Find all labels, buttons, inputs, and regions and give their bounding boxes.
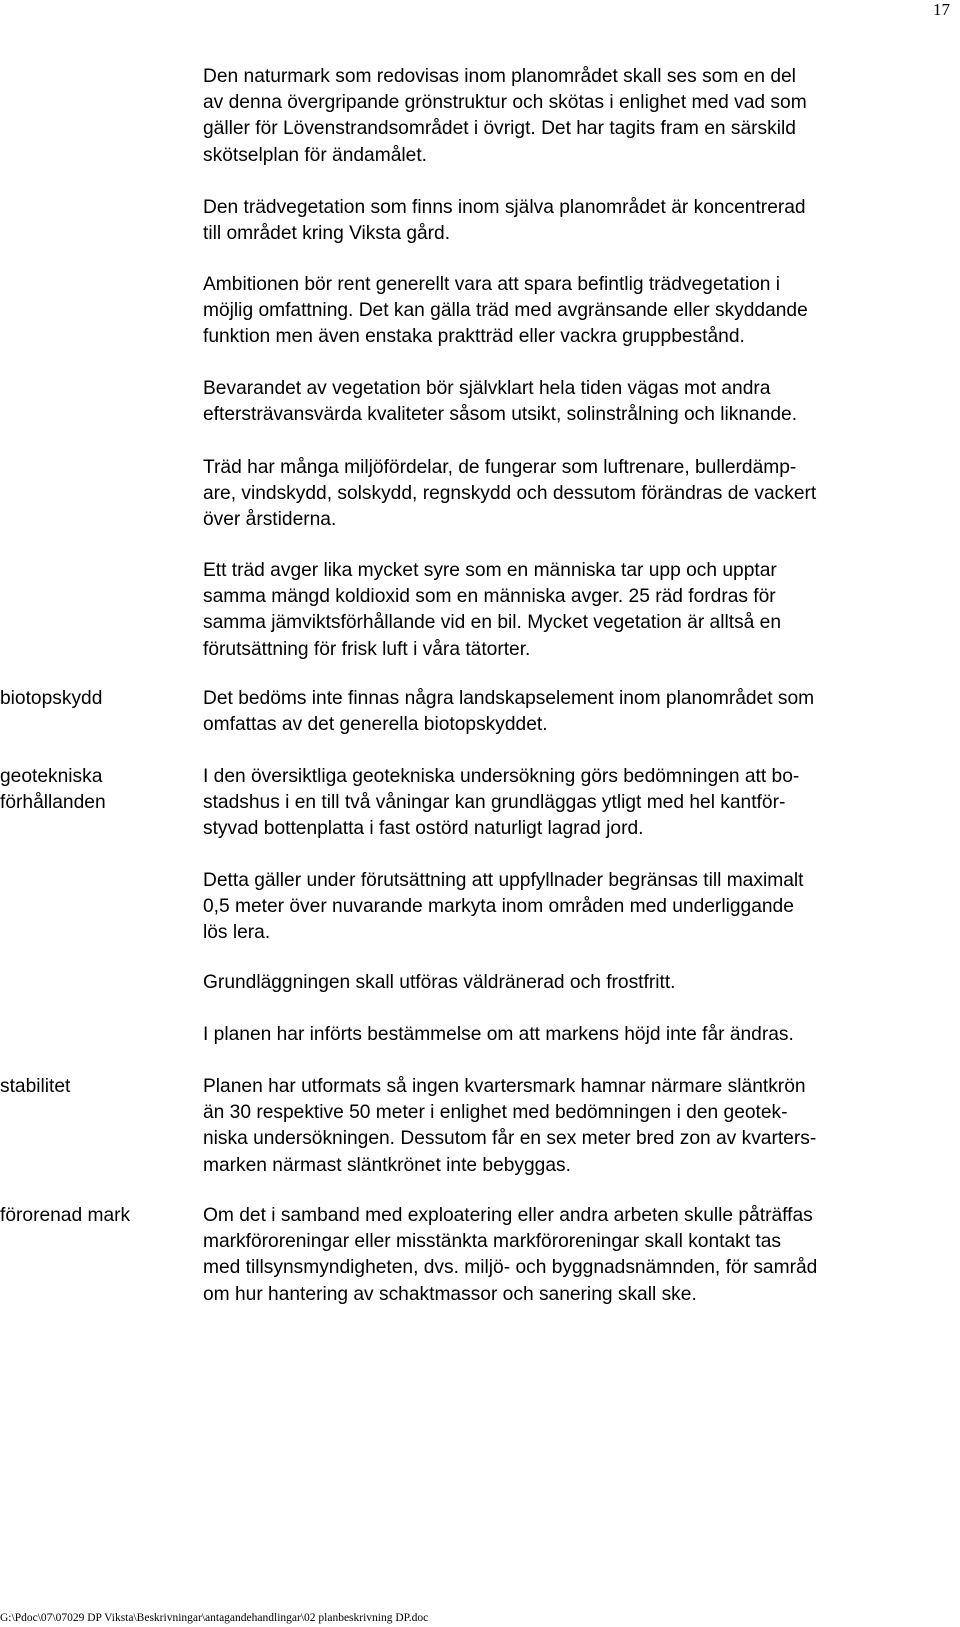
text-line: lös lera. (203, 922, 271, 944)
text-line: Ett träd avger lika mycket syre som en människa tar upp och upptar (203, 560, 777, 581)
text-line: stadshus i en till två våningar kan grundläggas ytligt med hel kantför- (203, 792, 786, 814)
text-line: I den översiktliga geotekniska undersökning görs bedömningen att bo- (203, 766, 800, 787)
page-number: 17 (933, 0, 950, 19)
text-line: samma jämviktsförhållande vid en bil. Mycket vegetation är alltså en (203, 612, 782, 634)
text-line: över årstiderna. (203, 509, 337, 531)
text-line: till området kring Viksta gård. (203, 223, 451, 245)
side-heading-fororenad-mark (0, 1203, 190, 1229)
paragraph-trad-miljofordelar (203, 455, 938, 534)
text-line: markföroreningar eller misstänkta markföroreningar skall kontakt tas (203, 1231, 781, 1253)
text-line: are, vindskydd, solskydd, regnskydd och dessutom förändras de vackert (203, 483, 817, 505)
paragraph-biotopskydd (203, 686, 938, 738)
text-line: Den trädvegetation som finns inom själva planområdet är koncentrerad (203, 197, 806, 218)
text-line: Det bedöms inte finnas några landskapselement inom planområdet som (203, 688, 815, 709)
text-line: I planen har införts bestämmelse om att markens höjd inte får ändras. (203, 1024, 794, 1045)
text-line: funktion men även enstaka praktträd eller vackra gruppbestånd. (203, 326, 745, 348)
paragraph-syre (203, 558, 938, 663)
side-heading-line: förhållanden (0, 792, 106, 814)
text-line: marken närmast släntkrönet inte bebyggas. (203, 1154, 571, 1176)
side-heading-line: förorenad mark (0, 1205, 131, 1226)
text-line: med tillsynsmyndigheten, dvs. miljö- och byggnadsnämnden, för samråd (203, 1257, 818, 1279)
text-line: möjlig omfattning. Det kan gälla träd med avgränsande eller skyddande (203, 300, 808, 322)
paragraph-stabilitet (203, 1074, 938, 1179)
footer-file-path: G:\Pdoc\07\07029 DP Viksta\Beskrivningar\antagandehandlingar\02 planbeskrivning DP.doc (0, 1612, 429, 1624)
text-line: skötselplan för ändamålet. (203, 144, 427, 166)
text-line: än 30 respektive 50 meter i enlighet med bedömningen i den geotek- (203, 1102, 788, 1124)
side-heading-line: stabilitet (0, 1076, 71, 1097)
side-heading-line: biotopskydd (0, 688, 103, 709)
text-line: omfattas av det generella biotopskyddet. (203, 714, 548, 736)
side-heading-biotopskydd (0, 686, 190, 712)
paragraph-naturmark (203, 64, 938, 169)
text-line: eftersträvansvärda kvaliteter såsom utsikt, solinstrålning och liknande. (203, 404, 798, 426)
text-line: 0,5 meter över nuvarande markyta inom områden med underliggande (203, 896, 794, 918)
paragraph-geoteknik (203, 764, 938, 843)
paragraph-fororenad-mark (203, 1203, 938, 1308)
text-line: gäller för Lövenstrandsområdet i övrigt. Det har tagits fram en särskild (203, 118, 796, 140)
text-line: Om det i samband med exploatering eller andra arbeten skulle påträffas (203, 1205, 813, 1226)
text-line: Planen har utformats så ingen kvartersmark hamnar närmare släntkrön (203, 1076, 806, 1097)
paragraph-markens-hojd (203, 1022, 938, 1048)
text-line: om hur hantering av schaktmassor och sanering skall ske. (203, 1283, 697, 1305)
paragraph-uppfyllnader (203, 868, 938, 947)
text-line: Bevarandet av vegetation bör självklart hela tiden vägas mot andra (203, 378, 771, 399)
side-heading-line: geotekniska (0, 766, 103, 787)
text-line: styvad bottenplatta i fast ostörd naturligt lagrad jord. (203, 818, 644, 840)
side-heading-geotekniska-forhallanden (0, 764, 190, 816)
paragraph-ambitionen (203, 272, 938, 351)
text-line: Grundläggningen skall utföras väldränerad och frostfritt. (203, 972, 676, 993)
text-line: Detta gäller under förutsättning att uppfyllnader begränsas till maximalt (203, 870, 804, 891)
text-line: samma mängd koldioxid som en människa avger. 25 räd fordras för (203, 586, 776, 608)
paragraph-tradvegetation (203, 195, 938, 247)
side-heading-stabilitet (0, 1074, 190, 1100)
text-line: av denna övergripande grönstruktur och skötas i enlighet med vad som (203, 92, 807, 114)
paragraph-grundlaggning (203, 970, 938, 996)
paragraph-bevarandet (203, 376, 938, 428)
text-line: Träd har många miljöfördelar, de fungerar som luftrenare, bullerdämp- (203, 457, 797, 478)
text-line: förutsättning för frisk luft i våra tätorter. (203, 638, 531, 660)
text-line: Ambitionen bör rent generellt vara att spara befintlig trädvegetation i (203, 274, 781, 295)
text-line: niska undersökningen. Dessutom får en sex meter bred zon av kvarters- (203, 1128, 817, 1150)
text-line: Den naturmark som redovisas inom planområdet skall ses som en del (203, 66, 796, 87)
